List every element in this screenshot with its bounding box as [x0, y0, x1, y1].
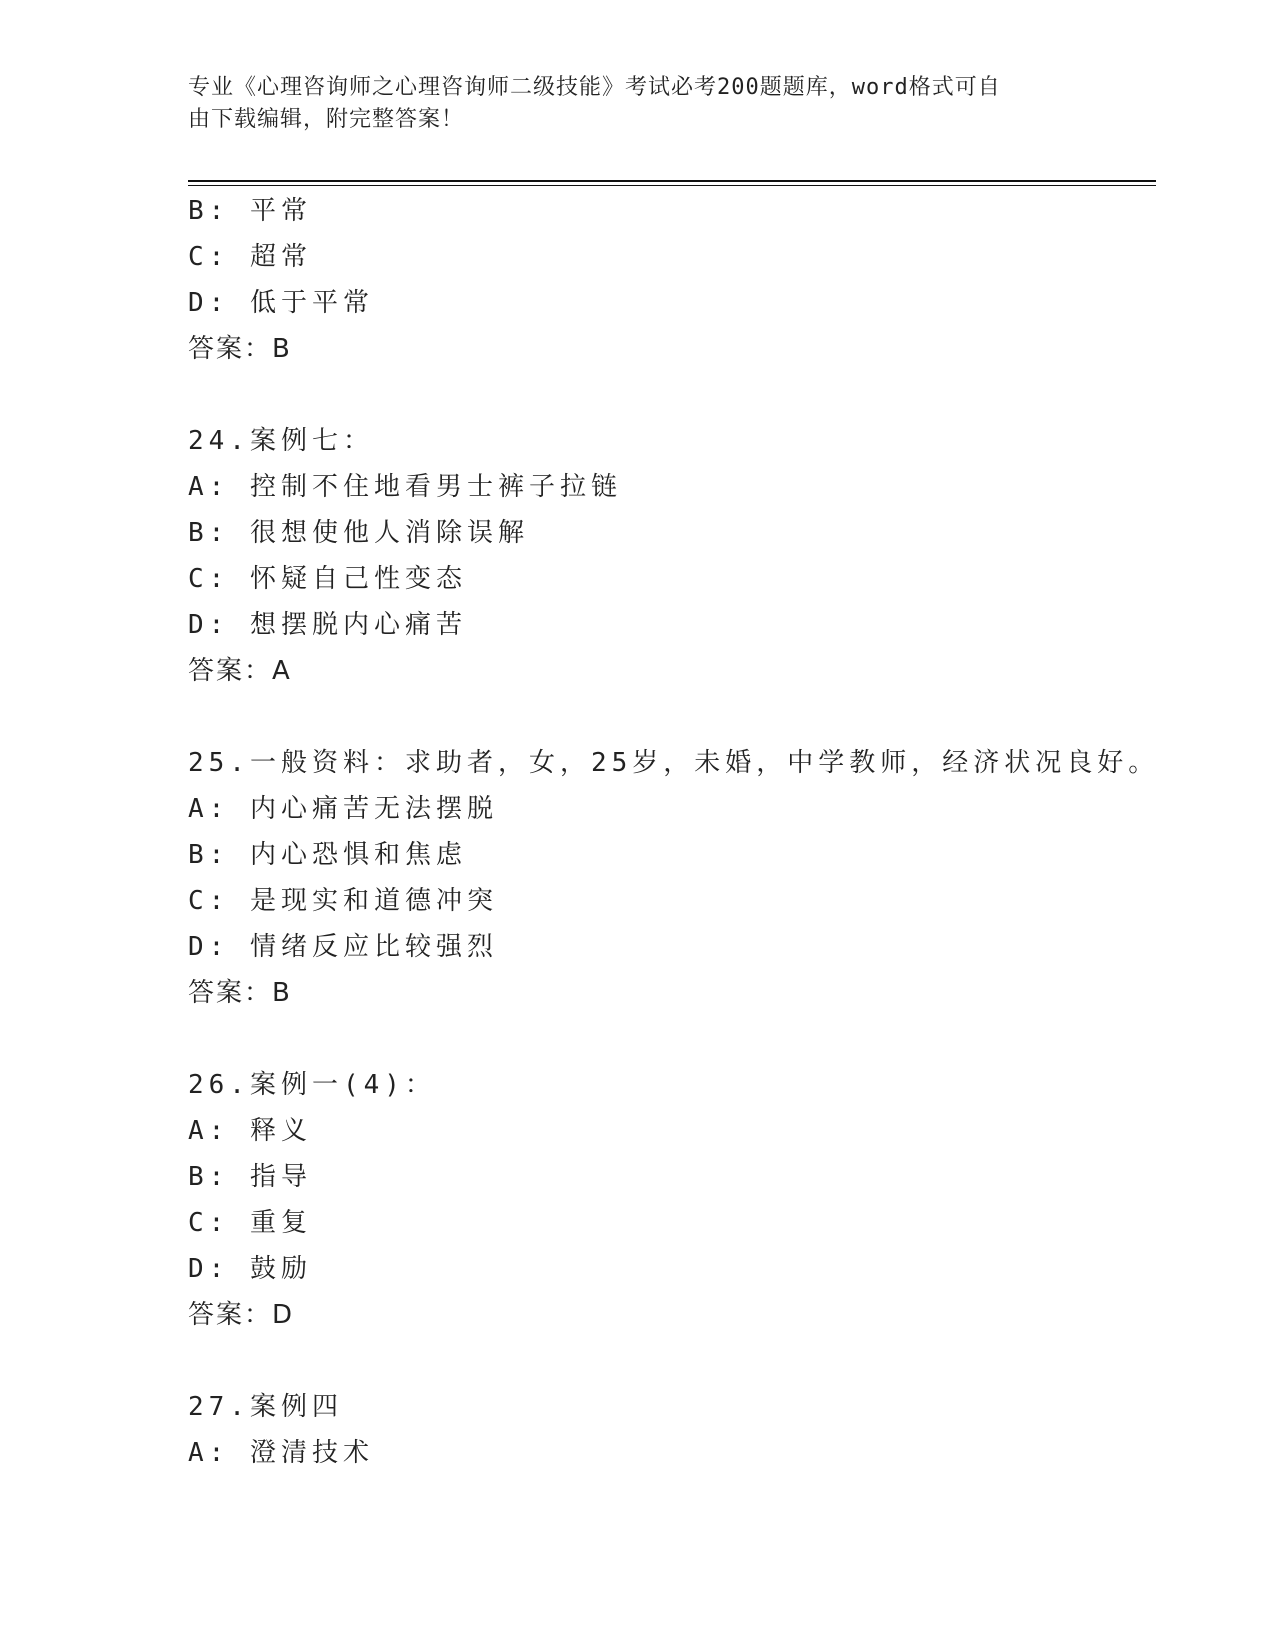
option-c: C: 重复 — [188, 1208, 312, 1238]
option-a: A: 内心痛苦无法摆脱 — [188, 794, 498, 824]
question-block — [188, 188, 1156, 372]
option-b: B: 很想使他人消除误解 — [188, 518, 529, 548]
option-d: D: 想摆脱内心痛苦 — [188, 610, 467, 640]
answer-line: 答案：A — [188, 656, 292, 686]
option-a: A: 释义 — [188, 1116, 312, 1146]
answer-line: 答案：B — [188, 334, 292, 364]
question-block — [188, 418, 1156, 694]
spacer — [188, 694, 1156, 740]
option-a: A: 澄清技术 — [188, 1438, 374, 1468]
option-d: D: 情绪反应比较强烈 — [188, 932, 498, 962]
question-title: 27.案例四 — [188, 1392, 343, 1422]
spacer — [188, 1016, 1156, 1062]
question-block — [188, 1384, 1156, 1476]
header-divider-thick — [188, 180, 1156, 182]
option-c: C: 是现实和道德冲突 — [188, 886, 498, 916]
option-b: B: 指导 — [188, 1162, 312, 1192]
question-block — [188, 1062, 1156, 1338]
header-divider-thin — [188, 185, 1156, 186]
option-d: D: 鼓励 — [188, 1254, 312, 1284]
option-d: D: 低于平常 — [188, 288, 374, 318]
header-line-2: 由下载编辑，附完整答案！ — [188, 107, 465, 132]
spacer — [188, 372, 1156, 418]
option-b: B: 平常 — [188, 196, 312, 226]
answer-line: 答案：D — [188, 1300, 295, 1330]
option-b: B: 内心恐惧和焦虑 — [188, 840, 467, 870]
option-c: C: 超常 — [188, 242, 312, 272]
question-title: 26.案例一(4)： — [188, 1070, 436, 1100]
question-block — [188, 740, 1160, 1016]
document-header — [188, 72, 1068, 136]
option-a: A: 控制不住地看男士裤子拉链 — [188, 472, 622, 502]
spacer — [188, 1338, 1156, 1384]
answer-line: 答案：B — [188, 978, 292, 1008]
question-title: 24.案例七： — [188, 426, 374, 456]
question-title: 25.一般资料：求助者，女，25岁，未婚，中学教师，经济状况良好。 — [188, 748, 1160, 778]
option-c: C: 怀疑自己性变态 — [188, 564, 467, 594]
header-line-1: 专业《心理咨询师之心理咨询师二级技能》考试必考200题题库，word格式可自 — [188, 75, 1001, 100]
question-list — [188, 188, 1160, 1476]
